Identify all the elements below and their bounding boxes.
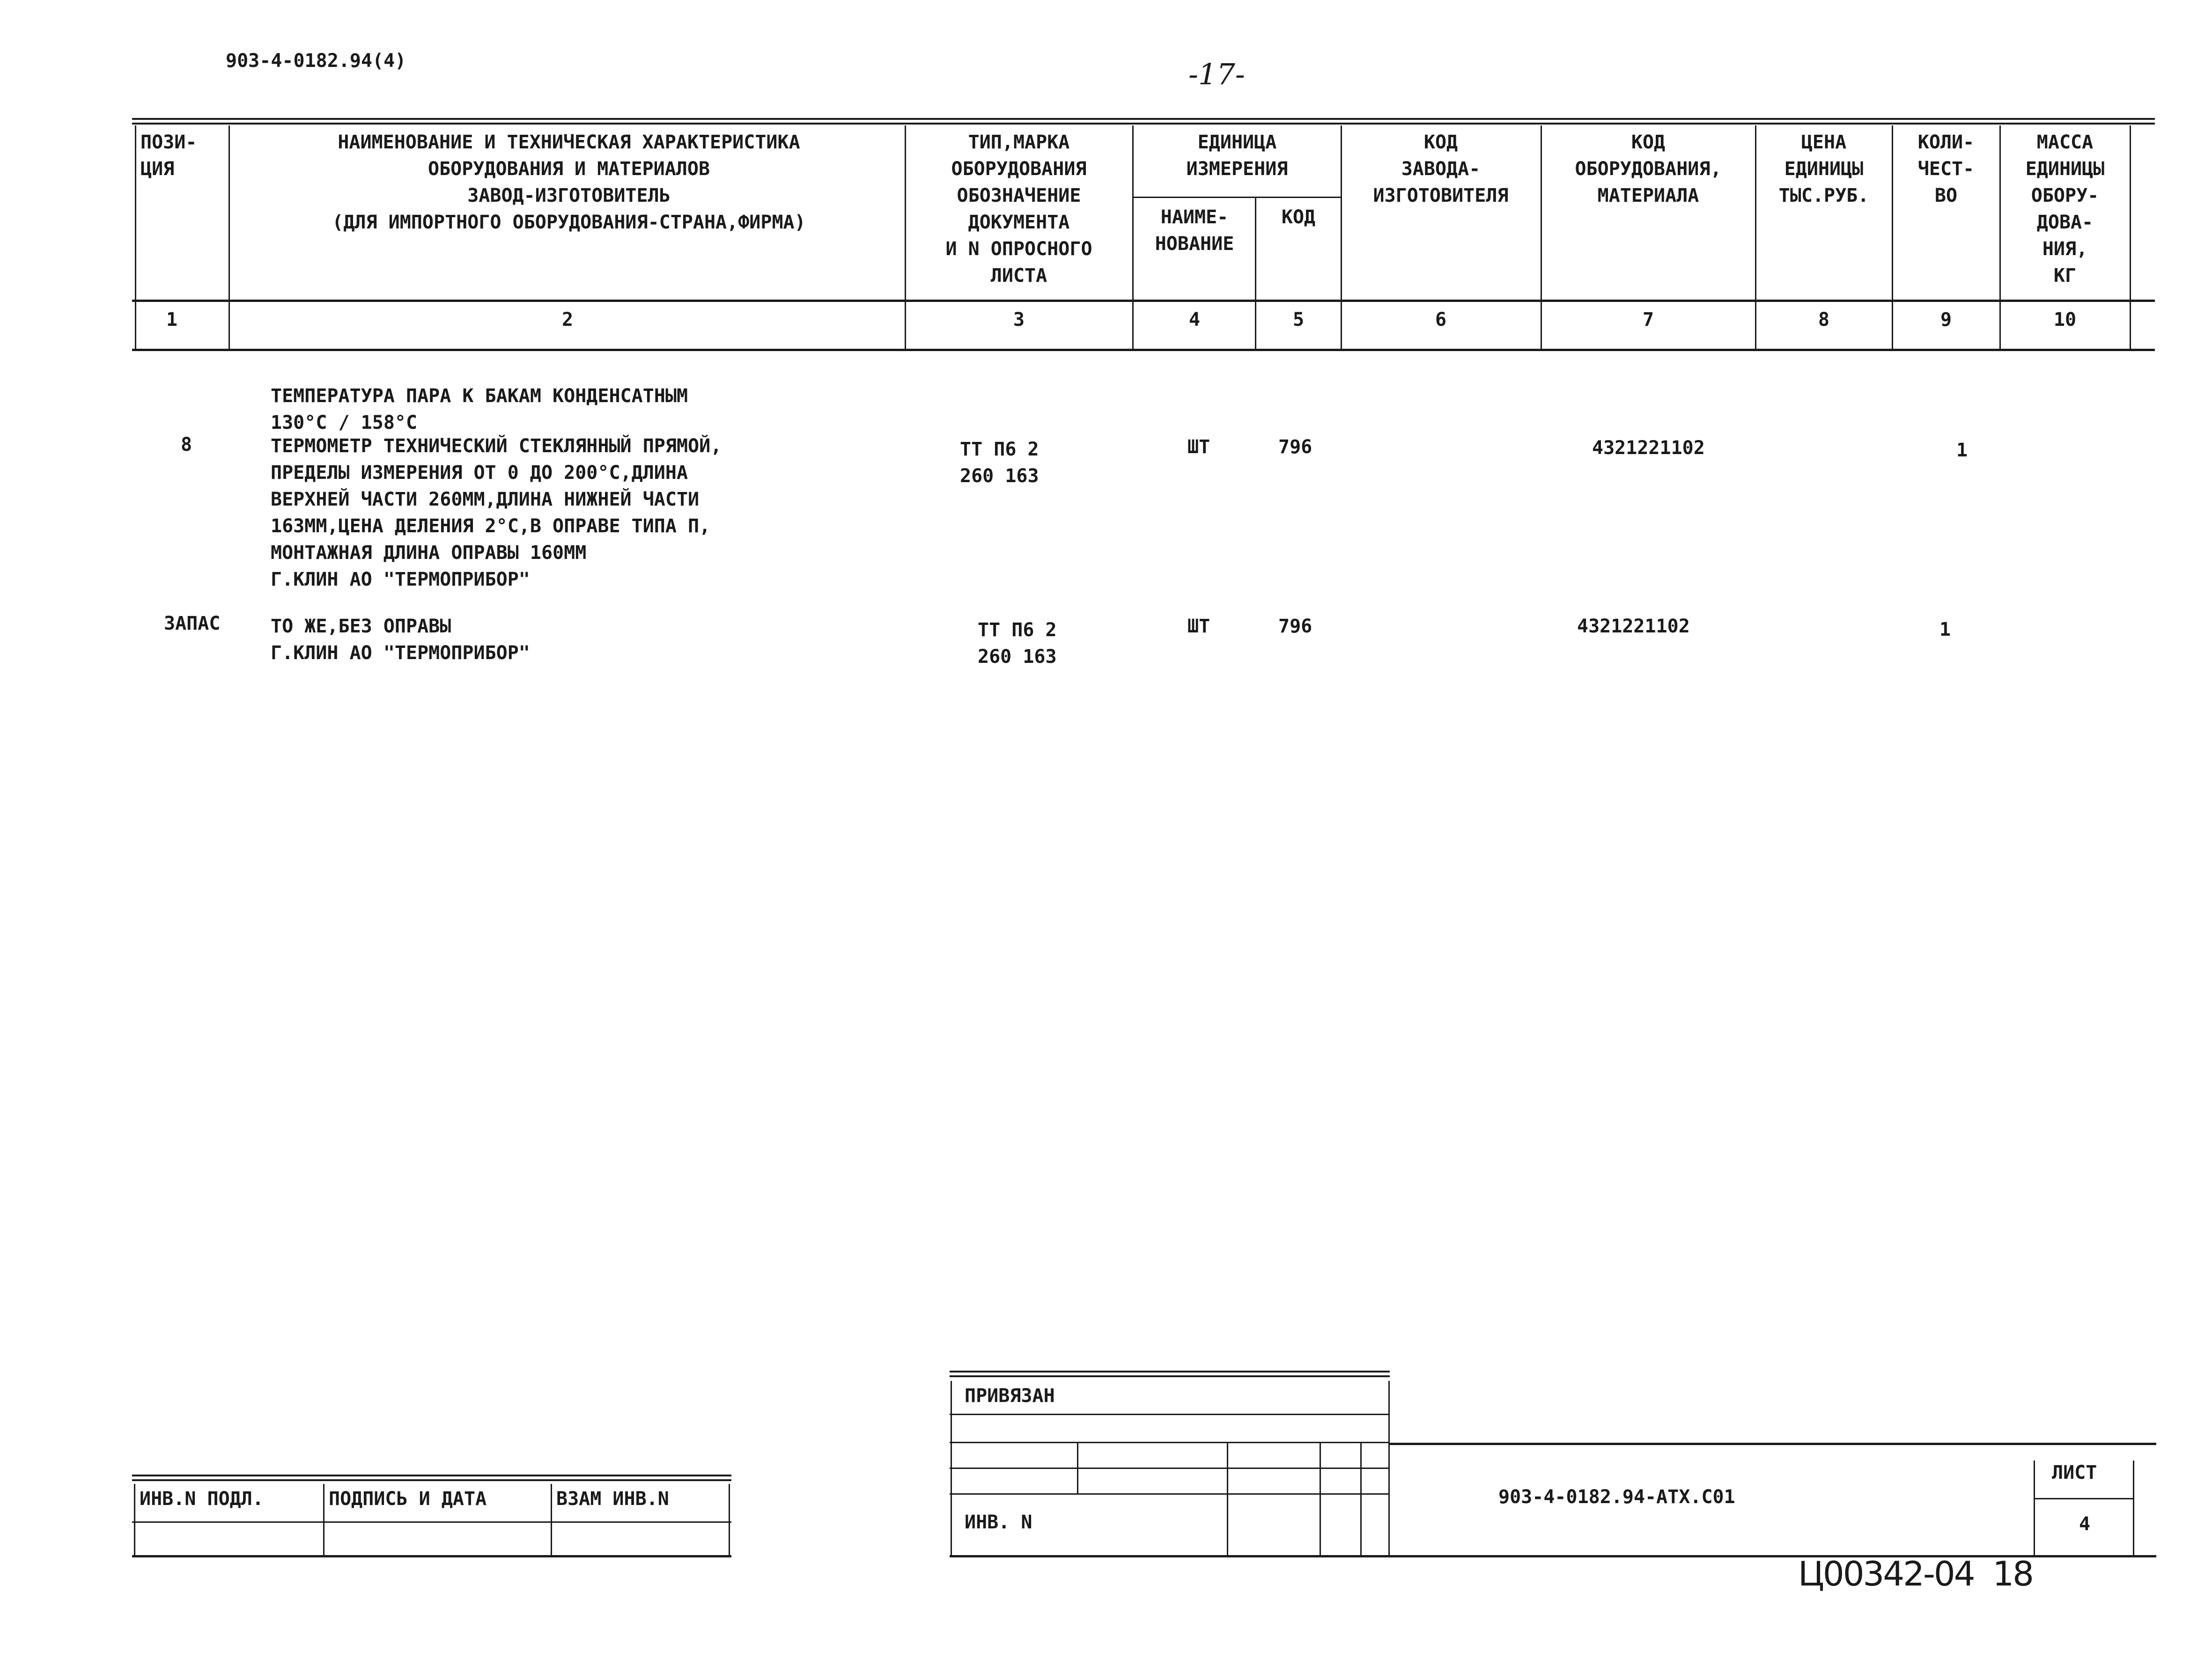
column-number: 6: [1435, 309, 1447, 330]
row-description: ТО ЖЕ,БЕЗ ОПРАВЫ Г.КЛИН АО "ТЕРМОПРИБОР": [271, 616, 530, 664]
row-description: ТЕРМОМЕТР ТЕХНИЧЕСКИЙ СТЕКЛЯННЫЙ ПРЯМОЙ, ПРЕДЕЛЫ ИЗМЕРЕНИЯ ОТ 0 ДО 200°С,ДЛИНА ВЕРХНЕЙ ЧАСТИ 260ММ,ДЛИНА НИЖНЕЙ ЧАСТИ 163ММ,ЦЕНА ДЕЛЕНИЯ 2°С,В ОПРАВЕ ТИПА П, МОНТАЖНАЯ ДЛИНА ОПРАВЫ 160ММ Г.КЛИН АО "ТЕРМОПРИБОР": [271, 435, 722, 590]
row-equipment-code: 4321221102: [1592, 437, 1705, 459]
column-number: 8: [1818, 309, 1830, 330]
row-unit-name: ШТ: [1187, 436, 1210, 458]
header-unit-name: НАИМЕ- НОВАНИЕ: [1155, 206, 1234, 255]
sheet-label: ЛИСТ: [2052, 1462, 2097, 1483]
privyazan-label: ПРИВЯЗАН: [965, 1385, 1055, 1407]
header-unit: ЕДИНИЦА ИЗМЕРЕНИЯ: [1186, 132, 1288, 180]
column-number: 4: [1188, 309, 1201, 330]
header-manufacturer-code: КОД ЗАВОДА- ИЗГОТОВИТЕЛЯ: [1373, 132, 1509, 206]
header-type: ТИП,МАРКА ОБОРУДОВАНИЯ ОБОЗНАЧЕНИЕ ДОКУМЕНТА И N ОПРОСНОГО ЛИСТА: [945, 132, 1092, 286]
column-number: 9: [1940, 309, 1952, 330]
column-number: 7: [1642, 309, 1654, 330]
header-quantity: КОЛИ- ЧЕСТ- ВО: [1917, 132, 1975, 206]
handwritten-archive-number: Ц00342-04 18: [1798, 1554, 2033, 1593]
column-number: 1: [166, 309, 178, 330]
doc-reference: 903-4-0182.94(4): [226, 50, 406, 72]
document-code: 903-4-0182.94-АТХ.С01: [1498, 1486, 1735, 1508]
sheet-number: 4: [2079, 1513, 2091, 1535]
header-equipment-code: КОД ОБОРУДОВАНИЯ, МАТЕРИАЛА: [1575, 132, 1722, 206]
header-name: НАИМЕНОВАНИЕ И ТЕХНИЧЕСКАЯ ХАРАКТЕРИСТИКА ОБОРУДОВАНИЯ И МАТЕРИАЛОВ ЗАВОД-ИЗГОТОВИТЕЛЬ (ДЛЯ ИМПОРТНОГО ОБОРУДОВАНИЯ-СТРАНА,ФИРМА): [332, 132, 806, 233]
inv-number-label: ИНВ. N: [965, 1512, 1032, 1533]
row-equipment-code: 4321221102: [1577, 616, 1690, 637]
replace-inv-label: ВЗАМ ИНВ.N: [556, 1488, 669, 1510]
header-mass: МАССА ЕДИНИЦЫ ОБОРУ- ДОВА- НИЯ, КГ: [2025, 132, 2105, 286]
column-number: 5: [1292, 309, 1305, 330]
row-quantity: 1: [1956, 440, 1968, 461]
section-title: ТЕМПЕРАТУРА ПАРА К БАКАМ КОНДЕНСАТНЫМ 130°С / 158°С: [271, 385, 688, 433]
inv-original-label: ИНВ.N ПОДЛ.: [140, 1488, 264, 1510]
column-number: 2: [561, 309, 574, 330]
row-type: ТТ П6 2 260 163: [978, 619, 1057, 668]
column-number: 3: [1013, 309, 1025, 330]
row-unit-code: 796: [1278, 436, 1312, 458]
row-position: ЗАПАС: [164, 613, 221, 634]
row-quantity: 1: [1939, 619, 1951, 640]
header-unit-code: КОД: [1281, 206, 1316, 228]
header-price: ЦЕНА ЕДИНИЦЫ ТЫС.РУБ.: [1778, 132, 1869, 206]
row-type: ТТ П6 2 260 163: [960, 439, 1039, 487]
signature-date-label: ПОДПИСЬ И ДАТА: [329, 1488, 487, 1510]
page-number: -17-: [1188, 57, 1245, 91]
header-position: ПОЗИ- ЦИЯ: [140, 132, 197, 180]
column-number: 10: [2053, 309, 2077, 330]
row-unit-name: ШТ: [1187, 616, 1210, 637]
row-unit-code: 796: [1278, 616, 1312, 637]
row-position: 8: [181, 434, 192, 455]
